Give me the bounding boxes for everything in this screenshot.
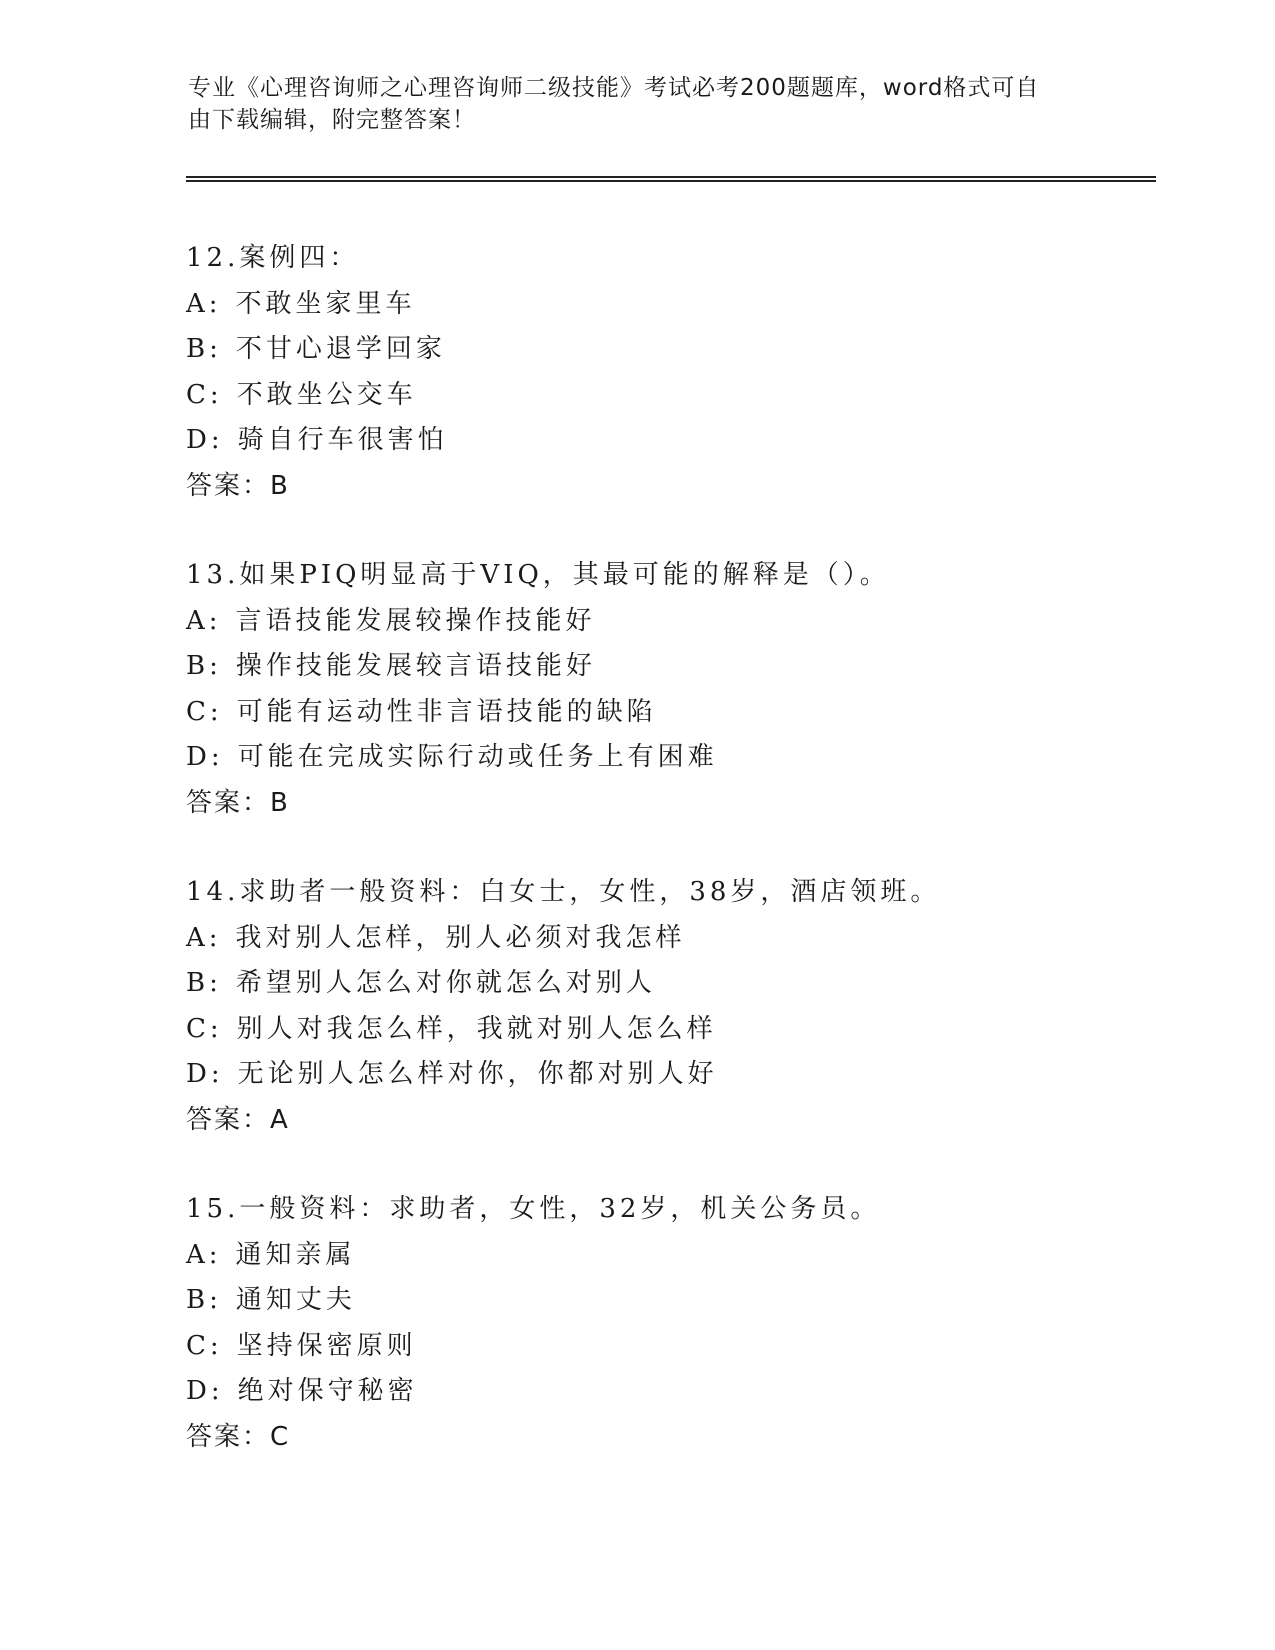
option-text: 言语技能发展较操作技能好 — [235, 605, 596, 636]
option-text: 坚持保密原则 — [236, 1330, 417, 1361]
answer-label: 答案： — [186, 1104, 271, 1135]
answer-line — [186, 781, 1166, 827]
option-b — [186, 327, 1166, 373]
option-c — [186, 1007, 1166, 1053]
option-letter: B: — [186, 968, 222, 998]
option-c — [186, 690, 1166, 736]
header-line-2: 由下载编辑，附完整答案！ — [188, 107, 476, 133]
answer-value: C — [270, 1421, 291, 1452]
option-a — [186, 1233, 1166, 1279]
question-stem: 15.一般资料：求助者，女性，32岁，机关公务员。 — [186, 1194, 881, 1224]
question-14 — [186, 870, 1166, 1143]
option-b — [186, 961, 1166, 1007]
answer-line — [186, 464, 1166, 510]
answer-value: A — [270, 1104, 290, 1135]
option-letter: C: — [186, 696, 223, 727]
option-a — [186, 282, 1166, 328]
option-c — [186, 373, 1166, 419]
option-text: 操作技能发展较言语技能好 — [235, 651, 596, 681]
option-b — [186, 644, 1166, 690]
question-15 — [186, 1187, 1166, 1460]
option-letter: C: — [186, 1013, 223, 1044]
option-text: 通知丈夫 — [235, 1285, 356, 1315]
question-stem: 13.如果PIQ明显高于VIQ，其最可能的解释是（）。 — [186, 560, 890, 590]
answer-line — [186, 1415, 1166, 1461]
option-text: 可能在完成实际行动或任务上有困难 — [237, 742, 718, 772]
option-b — [186, 1278, 1166, 1324]
header-line-1: 专业《心理咨询师之心理咨询师二级技能》考试必考200题题库，word格式可自 — [188, 75, 1040, 101]
option-text: 骑自行车很害怕 — [237, 425, 448, 455]
option-d — [186, 1052, 1166, 1098]
option-letter: D: — [186, 1376, 224, 1406]
option-letter: B: — [186, 651, 222, 681]
header-double-rule — [186, 176, 1156, 182]
question-12 — [186, 236, 1166, 509]
question-13 — [186, 553, 1166, 826]
option-letter: D: — [186, 742, 224, 772]
answer-value: B — [270, 787, 290, 818]
option-text: 无论别人怎么样对你，你都对别人好 — [237, 1059, 718, 1089]
option-text: 绝对保守秘密 — [237, 1376, 418, 1406]
option-letter: C: — [186, 1330, 223, 1361]
option-text: 我对别人怎样，别人必须对我怎样 — [235, 922, 686, 953]
option-text: 不敢坐公交车 — [236, 379, 417, 410]
option-text: 通知亲属 — [235, 1239, 356, 1270]
answer-value: B — [270, 470, 290, 501]
option-letter: B: — [186, 1285, 222, 1315]
option-text: 希望别人怎么对你就怎么对别人 — [235, 968, 656, 998]
option-text: 不甘心退学回家 — [235, 334, 446, 364]
option-letter: A: — [186, 1239, 222, 1270]
option-a — [186, 599, 1166, 645]
page-header — [188, 72, 1088, 136]
option-d — [186, 735, 1166, 781]
option-text: 别人对我怎么样，我就对别人怎么样 — [236, 1013, 717, 1044]
question-stem: 14.求助者一般资料：白女士，女性，38岁，酒店领班。 — [186, 877, 941, 907]
option-text: 不敢坐家里车 — [235, 288, 416, 319]
option-letter: A: — [186, 922, 222, 953]
option-letter: D: — [186, 1059, 224, 1089]
option-text: 可能有运动性非言语技能的缺陷 — [236, 696, 657, 727]
option-letter: D: — [186, 425, 224, 455]
question-list — [186, 236, 1166, 1504]
answer-label: 答案： — [186, 787, 271, 818]
option-letter: C: — [186, 379, 223, 410]
option-d — [186, 1369, 1166, 1415]
question-stem: 12.案例四： — [186, 243, 360, 273]
option-d — [186, 418, 1166, 464]
answer-line — [186, 1098, 1166, 1144]
answer-label: 答案： — [186, 1421, 271, 1452]
option-letter: A: — [186, 605, 222, 636]
option-letter: B: — [186, 334, 222, 364]
option-letter: A: — [186, 288, 222, 319]
option-c — [186, 1324, 1166, 1370]
option-a — [186, 916, 1166, 962]
answer-label: 答案： — [186, 470, 271, 501]
